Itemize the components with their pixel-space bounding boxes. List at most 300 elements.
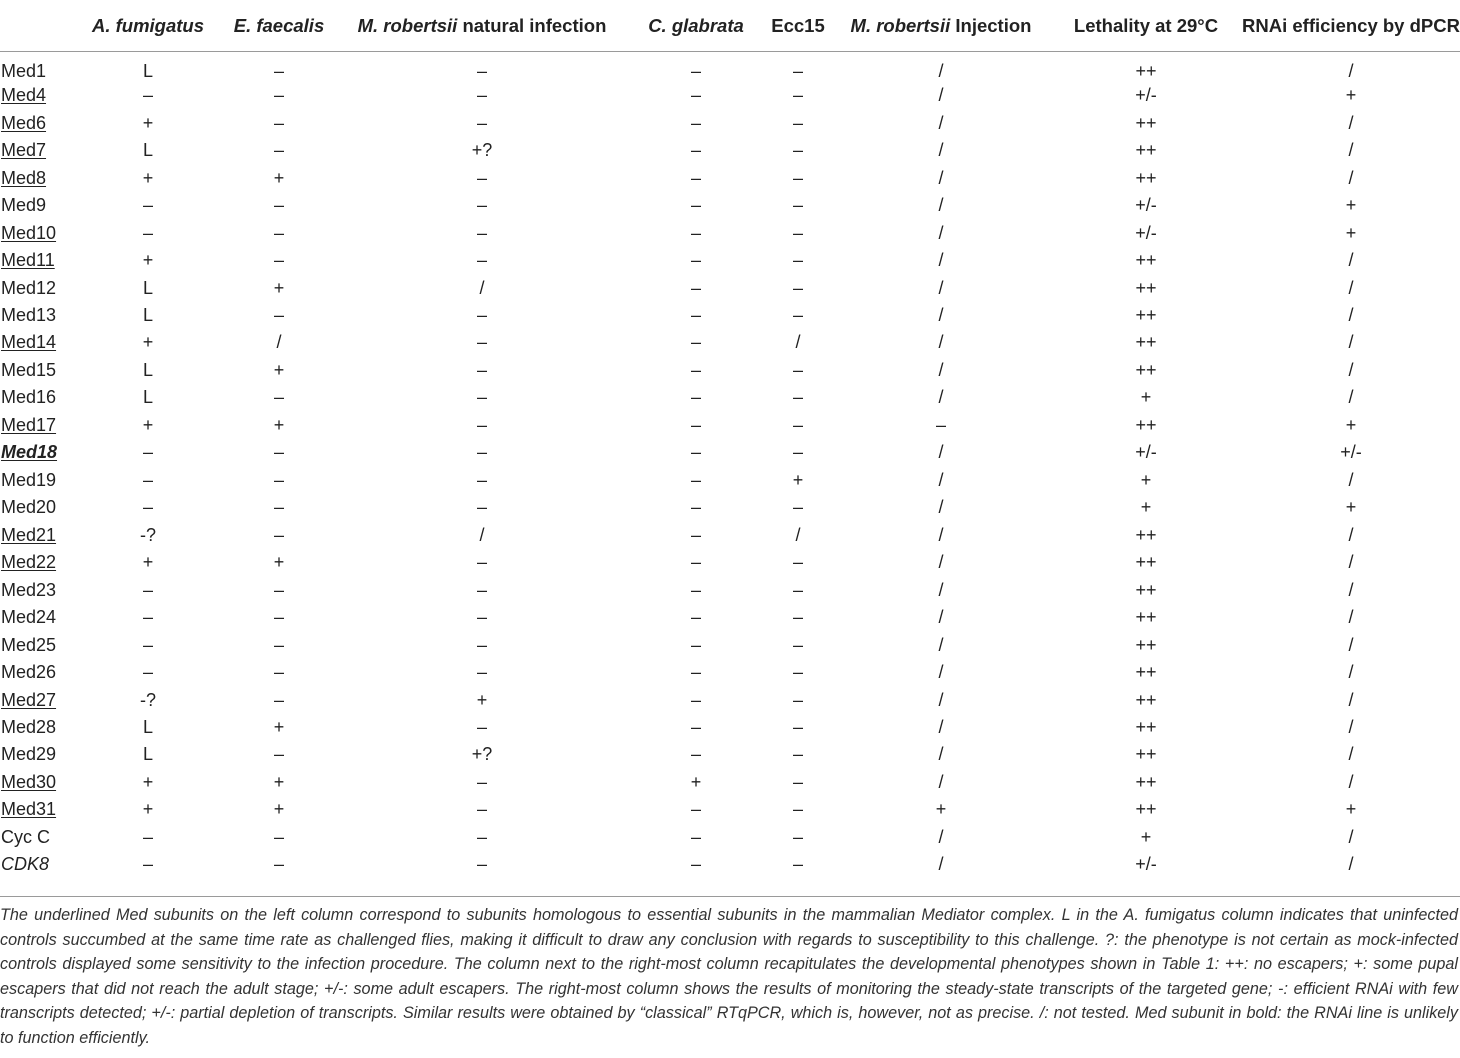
gene-name: Med20 <box>1 497 57 518</box>
gene-name: Med18 <box>1 442 58 463</box>
cell-m-robertsii-natural: + <box>476 689 488 710</box>
cell-a-fumigatus: – <box>142 195 153 216</box>
cell-m-robertsii-injection: / <box>938 359 944 380</box>
cell-lethality: ++ <box>1135 662 1157 683</box>
cell-c-glabrata: – <box>690 414 701 435</box>
cell-c-glabrata: – <box>690 689 701 710</box>
cell-m-robertsii-natural: – <box>476 112 487 133</box>
cell-a-fumigatus: L <box>142 61 153 81</box>
cell-m-robertsii-natural: – <box>476 497 487 518</box>
table-row <box>0 494 1460 521</box>
gene-cell <box>0 522 74 549</box>
cell-ecc15: – <box>792 744 803 765</box>
cell-e-faecalis: – <box>273 195 284 216</box>
cell-ecc15: – <box>792 304 803 325</box>
cell-e-faecalis: – <box>273 304 284 325</box>
cell-m-robertsii-injection: / <box>938 61 944 81</box>
cell-a-fumigatus: – <box>142 634 153 655</box>
cell-m-robertsii-injection: / <box>938 854 944 875</box>
gene-name: Med8 <box>1 167 47 188</box>
cell-m-robertsii-injection: / <box>938 717 944 738</box>
cell-m-robertsii-injection: / <box>938 277 944 298</box>
cell-rnai-efficiency: + <box>1345 195 1357 216</box>
cell-lethality: +/- <box>1135 442 1157 463</box>
table-row <box>0 274 1460 301</box>
cell-ecc15: – <box>792 61 803 81</box>
cell-rnai-efficiency: / <box>1348 634 1354 655</box>
cell-rnai-efficiency: / <box>1348 579 1354 600</box>
cell-rnai-efficiency: / <box>1348 854 1354 875</box>
cell-ecc15: – <box>792 112 803 133</box>
cell-rnai-efficiency: + <box>1345 799 1357 820</box>
table-row <box>0 164 1460 191</box>
cell-rnai-efficiency: / <box>1348 387 1354 408</box>
cell-e-faecalis: + <box>273 717 285 738</box>
gene-cell <box>0 219 74 246</box>
cell-a-fumigatus: + <box>142 771 154 792</box>
cell-c-glabrata: – <box>690 304 701 325</box>
cell-a-fumigatus: L <box>142 744 153 765</box>
cell-a-fumigatus: + <box>142 112 154 133</box>
cell-ecc15: – <box>792 414 803 435</box>
cell-e-faecalis: – <box>273 387 284 408</box>
cell-c-glabrata: – <box>690 607 701 628</box>
cell-lethality: ++ <box>1135 277 1157 298</box>
table-row <box>0 796 1460 823</box>
cell-ecc15: – <box>792 634 803 655</box>
cell-c-glabrata: – <box>690 61 701 81</box>
gene-cell <box>0 302 74 329</box>
cell-lethality: + <box>1140 497 1152 518</box>
cell-e-faecalis: – <box>273 469 284 490</box>
header-lethality: Lethality at 29°C <box>1050 0 1242 52</box>
cell-c-glabrata: – <box>690 277 701 298</box>
cell-rnai-efficiency: / <box>1348 552 1354 573</box>
cell-rnai-efficiency: + <box>1345 222 1357 243</box>
cell-ecc15: + <box>792 469 804 490</box>
cell-rnai-efficiency: / <box>1348 607 1354 628</box>
table-row <box>0 137 1460 164</box>
cell-m-robertsii-natural: – <box>476 250 487 271</box>
cell-m-robertsii-injection: / <box>938 497 944 518</box>
table-row <box>0 219 1460 246</box>
cell-a-fumigatus: – <box>142 497 153 518</box>
cell-a-fumigatus: – <box>142 222 153 243</box>
cell-m-robertsii-natural: – <box>476 771 487 792</box>
cell-ecc15: – <box>792 250 803 271</box>
header-a-fumigatus: A. fumigatus <box>74 0 222 52</box>
cell-m-robertsii-natural: – <box>476 469 487 490</box>
cell-a-fumigatus: -? <box>139 689 156 710</box>
cell-rnai-efficiency: / <box>1348 112 1354 133</box>
gene-name: Med29 <box>1 744 57 765</box>
cell-a-fumigatus: L <box>142 277 153 298</box>
cell-e-faecalis: – <box>273 85 284 106</box>
table-row <box>0 769 1460 796</box>
cell-e-faecalis: – <box>273 524 284 545</box>
gene-name: Cyc C <box>1 826 50 847</box>
cell-m-robertsii-natural: +? <box>471 140 493 161</box>
cell-lethality: ++ <box>1135 140 1157 161</box>
gene-cell <box>0 604 74 631</box>
gene-name: Med24 <box>1 607 57 628</box>
cell-m-robertsii-natural: – <box>476 717 487 738</box>
cell-m-robertsii-injection: – <box>935 414 946 435</box>
cell-m-robertsii-natural: – <box>476 332 487 353</box>
table-row <box>0 302 1460 329</box>
cell-ecc15: / <box>795 332 801 353</box>
cell-e-faecalis: + <box>273 167 285 188</box>
cell-m-robertsii-natural: – <box>476 854 487 875</box>
gene-name: Med1 <box>1 61 47 81</box>
cell-c-glabrata: – <box>690 332 701 353</box>
cell-lethality: ++ <box>1135 689 1157 710</box>
gene-cell <box>0 109 74 136</box>
cell-e-faecalis: – <box>273 442 284 463</box>
cell-ecc15: – <box>792 359 803 380</box>
cell-lethality: + <box>1140 387 1152 408</box>
cell-a-fumigatus: – <box>142 442 153 463</box>
cell-a-fumigatus: + <box>142 250 154 271</box>
cell-c-glabrata: – <box>690 717 701 738</box>
cell-m-robertsii-injection: / <box>938 634 944 655</box>
cell-e-faecalis: – <box>273 744 284 765</box>
gene-name: Med11 <box>1 250 55 271</box>
cell-m-robertsii-natural: – <box>476 85 487 106</box>
gene-name: Med13 <box>1 304 57 325</box>
cell-e-faecalis: – <box>273 826 284 847</box>
gene-name: Med21 <box>1 524 57 545</box>
cell-c-glabrata: – <box>690 85 701 106</box>
gene-cell <box>0 192 74 219</box>
gene-cell <box>0 714 74 741</box>
cell-ecc15: – <box>792 799 803 820</box>
cell-e-faecalis: + <box>273 359 285 380</box>
gene-name: Med19 <box>1 469 57 490</box>
cell-e-faecalis: + <box>273 771 285 792</box>
cell-ecc15: – <box>792 85 803 106</box>
gene-name: Med17 <box>1 414 57 435</box>
cell-rnai-efficiency: / <box>1348 359 1354 380</box>
cell-m-robertsii-injection: / <box>938 552 944 573</box>
cell-a-fumigatus: – <box>142 826 153 847</box>
cell-c-glabrata: – <box>690 854 701 875</box>
gene-cell <box>0 494 74 521</box>
cell-m-robertsii-natural: – <box>476 387 487 408</box>
cell-rnai-efficiency: / <box>1348 304 1354 325</box>
cell-ecc15: – <box>792 854 803 875</box>
cell-a-fumigatus: + <box>142 552 154 573</box>
gene-cell <box>0 769 74 796</box>
gene-name: Med22 <box>1 552 57 573</box>
cell-c-glabrata: – <box>690 524 701 545</box>
cell-e-faecalis: – <box>273 689 284 710</box>
cell-a-fumigatus: L <box>142 140 153 161</box>
cell-m-robertsii-injection: / <box>938 332 944 353</box>
cell-m-robertsii-natural: – <box>476 442 487 463</box>
gene-cell <box>0 357 74 384</box>
gene-name: Med16 <box>1 387 57 408</box>
cell-e-faecalis: + <box>273 277 285 298</box>
gene-name: Med14 <box>1 332 57 353</box>
table-row <box>0 659 1460 686</box>
gene-cell <box>0 659 74 686</box>
gene-name: Med12 <box>1 277 57 298</box>
cell-m-robertsii-natural: +? <box>471 744 493 765</box>
header-gene <box>0 0 74 52</box>
table-row <box>0 824 1460 851</box>
cell-rnai-efficiency: + <box>1345 85 1357 106</box>
cell-rnai-efficiency: +/- <box>1340 442 1362 463</box>
cell-a-fumigatus: -? <box>139 524 156 545</box>
cell-c-glabrata: – <box>690 469 701 490</box>
table-row <box>0 467 1460 494</box>
cell-rnai-efficiency: + <box>1345 497 1357 518</box>
table-row <box>0 549 1460 576</box>
cell-m-robertsii-natural: – <box>476 359 487 380</box>
cell-ecc15: – <box>792 277 803 298</box>
cell-m-robertsii-injection: + <box>935 799 947 820</box>
cell-m-robertsii-natural: – <box>476 662 487 683</box>
cell-e-faecalis: – <box>273 854 284 875</box>
cell-a-fumigatus: – <box>142 85 153 106</box>
gene-name: CDK8 <box>1 854 50 875</box>
cell-ecc15: – <box>792 387 803 408</box>
cell-a-fumigatus: + <box>142 332 154 353</box>
table-row <box>0 741 1460 768</box>
table-row <box>0 576 1460 603</box>
cell-lethality: ++ <box>1135 414 1157 435</box>
cell-lethality: ++ <box>1135 524 1157 545</box>
header-m-robertsii-natural: M. robertsii natural infection <box>336 0 628 52</box>
gene-cell <box>0 274 74 301</box>
gene-name: Med31 <box>1 799 57 820</box>
cell-lethality: ++ <box>1135 771 1157 792</box>
gene-cell <box>0 384 74 411</box>
cell-rnai-efficiency: / <box>1348 717 1354 738</box>
cell-m-robertsii-injection: / <box>938 826 944 847</box>
table-row <box>0 52 1460 83</box>
cell-ecc15: – <box>792 771 803 792</box>
cell-ecc15: – <box>792 607 803 628</box>
cell-e-faecalis: – <box>273 662 284 683</box>
gene-name: Med9 <box>1 195 47 216</box>
gene-cell <box>0 796 74 823</box>
cell-a-fumigatus: + <box>142 799 154 820</box>
cell-m-robertsii-injection: / <box>938 222 944 243</box>
cell-m-robertsii-injection: / <box>938 579 944 600</box>
cell-m-robertsii-injection: / <box>938 167 944 188</box>
cell-m-robertsii-natural: / <box>479 277 485 298</box>
cell-lethality: ++ <box>1135 112 1157 133</box>
cell-c-glabrata: + <box>690 771 702 792</box>
cell-m-robertsii-natural: – <box>476 826 487 847</box>
cell-m-robertsii-injection: / <box>938 85 944 106</box>
gene-cell <box>0 412 74 439</box>
cell-lethality: ++ <box>1135 744 1157 765</box>
cell-c-glabrata: – <box>690 195 701 216</box>
table-row <box>0 439 1460 466</box>
cell-c-glabrata: – <box>690 222 701 243</box>
cell-m-robertsii-injection: / <box>938 112 944 133</box>
cell-e-faecalis: – <box>273 497 284 518</box>
cell-a-fumigatus: L <box>142 304 153 325</box>
table-row <box>0 686 1460 713</box>
cell-m-robertsii-natural: – <box>476 304 487 325</box>
cell-ecc15: – <box>792 167 803 188</box>
cell-rnai-efficiency: / <box>1348 744 1354 765</box>
cell-m-robertsii-injection: / <box>938 442 944 463</box>
cell-m-robertsii-natural: – <box>476 634 487 655</box>
cell-m-robertsii-injection: / <box>938 140 944 161</box>
cell-m-robertsii-injection: / <box>938 304 944 325</box>
cell-c-glabrata: – <box>690 387 701 408</box>
cell-e-faecalis: / <box>276 332 282 353</box>
gene-cell <box>0 824 74 851</box>
gene-name: Med15 <box>1 359 57 380</box>
cell-ecc15: / <box>795 524 801 545</box>
cell-m-robertsii-injection: / <box>938 195 944 216</box>
cell-a-fumigatus: – <box>142 579 153 600</box>
cell-lethality: +/- <box>1135 222 1157 243</box>
cell-m-robertsii-injection: / <box>938 387 944 408</box>
cell-ecc15: – <box>792 689 803 710</box>
table-row <box>0 604 1460 631</box>
cell-m-robertsii-natural: – <box>476 167 487 188</box>
cell-m-robertsii-injection: / <box>938 689 944 710</box>
cell-rnai-efficiency: + <box>1345 414 1357 435</box>
cell-a-fumigatus: – <box>142 854 153 875</box>
gene-cell <box>0 741 74 768</box>
cell-m-robertsii-injection: / <box>938 744 944 765</box>
cell-rnai-efficiency: / <box>1348 250 1354 271</box>
cell-m-robertsii-injection: / <box>938 771 944 792</box>
cell-rnai-efficiency: / <box>1348 524 1354 545</box>
cell-lethality: ++ <box>1135 250 1157 271</box>
cell-m-robertsii-natural: – <box>476 195 487 216</box>
cell-rnai-efficiency: / <box>1348 662 1354 683</box>
cell-rnai-efficiency: / <box>1348 689 1354 710</box>
header-m-robertsii-injection: M. robertsii Injection <box>832 0 1050 52</box>
table-row <box>0 851 1460 878</box>
gene-cell <box>0 686 74 713</box>
cell-c-glabrata: – <box>690 442 701 463</box>
cell-lethality: ++ <box>1135 167 1157 188</box>
gene-cell <box>0 851 74 878</box>
cell-m-robertsii-natural: – <box>476 579 487 600</box>
cell-a-fumigatus: L <box>142 359 153 380</box>
gene-name: Med25 <box>1 634 57 655</box>
cell-a-fumigatus: + <box>142 167 154 188</box>
cell-a-fumigatus: – <box>142 607 153 628</box>
cell-c-glabrata: – <box>690 799 701 820</box>
gene-name: Med28 <box>1 717 57 738</box>
cell-c-glabrata: – <box>690 662 701 683</box>
header-row <box>0 0 1460 52</box>
cell-lethality: + <box>1140 826 1152 847</box>
header-c-glabrata: C. glabrata <box>628 0 764 52</box>
cell-e-faecalis: + <box>273 414 285 435</box>
cell-m-robertsii-injection: / <box>938 607 944 628</box>
cell-c-glabrata: – <box>690 359 701 380</box>
gene-cell <box>0 52 74 83</box>
cell-m-robertsii-natural: – <box>476 414 487 435</box>
cell-c-glabrata: – <box>690 497 701 518</box>
cell-lethality: ++ <box>1135 332 1157 353</box>
cell-ecc15: – <box>792 140 803 161</box>
gene-cell <box>0 137 74 164</box>
cell-e-faecalis: – <box>273 140 284 161</box>
gene-name: Med6 <box>1 112 47 133</box>
gene-cell <box>0 82 74 109</box>
cell-rnai-efficiency: / <box>1348 771 1354 792</box>
cell-m-robertsii-natural: – <box>476 552 487 573</box>
cell-c-glabrata: – <box>690 112 701 133</box>
cell-c-glabrata: – <box>690 552 701 573</box>
cell-c-glabrata: – <box>690 634 701 655</box>
cell-m-robertsii-natural: – <box>476 222 487 243</box>
cell-lethality: +/- <box>1135 85 1157 106</box>
cell-e-faecalis: + <box>273 799 285 820</box>
cell-m-robertsii-injection: / <box>938 524 944 545</box>
cell-m-robertsii-natural: – <box>476 61 487 81</box>
cell-rnai-efficiency: / <box>1348 167 1354 188</box>
cell-ecc15: – <box>792 497 803 518</box>
cell-ecc15: – <box>792 826 803 847</box>
cell-lethality: ++ <box>1135 607 1157 628</box>
cell-ecc15: – <box>792 552 803 573</box>
cell-m-robertsii-natural: – <box>476 607 487 628</box>
cell-lethality: + <box>1140 469 1152 490</box>
cell-m-robertsii-natural: – <box>476 799 487 820</box>
cell-lethality: ++ <box>1135 552 1157 573</box>
cell-c-glabrata: – <box>690 579 701 600</box>
cell-ecc15: – <box>792 579 803 600</box>
cell-c-glabrata: – <box>690 744 701 765</box>
cell-a-fumigatus: – <box>142 662 153 683</box>
cell-ecc15: – <box>792 717 803 738</box>
gene-name: Med4 <box>1 85 47 106</box>
gene-cell <box>0 576 74 603</box>
gene-cell <box>0 631 74 658</box>
cell-c-glabrata: – <box>690 250 701 271</box>
cell-lethality: +/- <box>1135 854 1157 875</box>
gene-name: Med27 <box>1 689 57 710</box>
cell-lethality: ++ <box>1135 61 1157 81</box>
cell-m-robertsii-injection: / <box>938 250 944 271</box>
cell-lethality: ++ <box>1135 359 1157 380</box>
table-row <box>0 329 1460 356</box>
table-row <box>0 384 1460 411</box>
table-bottom-rule <box>0 896 1460 897</box>
gene-cell <box>0 467 74 494</box>
cell-m-robertsii-injection: / <box>938 469 944 490</box>
cell-ecc15: – <box>792 662 803 683</box>
gene-name: Med23 <box>1 579 57 600</box>
cell-rnai-efficiency: / <box>1348 469 1354 490</box>
table-row <box>0 631 1460 658</box>
gene-name: Med30 <box>1 771 57 792</box>
cell-rnai-efficiency: / <box>1348 277 1354 298</box>
cell-e-faecalis: – <box>273 222 284 243</box>
cell-rnai-efficiency: / <box>1348 332 1354 353</box>
table-row <box>0 192 1460 219</box>
cell-a-fumigatus: L <box>142 717 153 738</box>
cell-e-faecalis: – <box>273 250 284 271</box>
cell-rnai-efficiency: / <box>1348 61 1354 81</box>
cell-c-glabrata: – <box>690 826 701 847</box>
gene-cell <box>0 439 74 466</box>
